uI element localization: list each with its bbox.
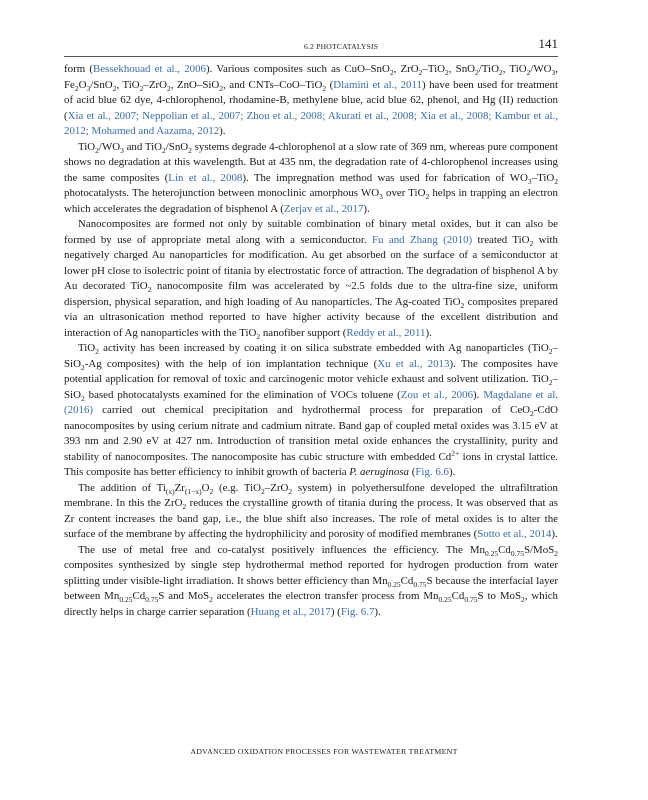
subscript: 2 <box>80 393 85 403</box>
subscript: 2 <box>475 68 479 78</box>
subscript: 2 <box>530 409 534 419</box>
citation-link[interactable]: Bessekhouad et al., 2006 <box>93 63 206 75</box>
subscript: 2 <box>112 83 117 93</box>
paragraph-4: TiO$_2$ activity has been increased by coating it on silica substrate embedded with Ag nanoparticles (TiO$_2$–SiO$_2$-Ag composites) with the help of ion implantation technique (Xu et al., 2013). The composites have potential application for removal of toxic and carcinogenic motor vehicle exhaust and solvent utilization. TiO$_2$–SiO$_2$ based photocatalysts examined for the elimination of VOCs toluene (Zou et al., 2006). Magdalane et al. (2016) carried out chemical precipitation and hydrothermal process for preparation of CeO$_2$-CdO nanocomposites by using cerium nitrate and cadmium nitrate. Band gap of coupled metal oxides was 3.15 eV at 393 nm and 2.90 eV at 427 nm. Introduction of transition metal oxide enhances the crystallinity, purity and stability of nanocomposites. The nanocomposite has cubic structure with embedded $Cd^{2+}$ ions in crystal lattice. This composite has better efficiency to inhibit growth of bacteria P. aeruginosa (Fig. 6.6). <box>64 342 559 478</box>
subscript: 3 <box>86 83 91 93</box>
citation-link[interactable]: Fig. 6.6 <box>415 466 449 478</box>
running-header <box>64 34 558 57</box>
subscript: 2 <box>95 145 99 155</box>
subscript: 0.25 <box>485 548 499 558</box>
section-title: 6.2 PHOTCATALYSIS <box>304 42 379 51</box>
subscript: (x) <box>165 486 175 496</box>
subscript: 2 <box>521 595 525 605</box>
citation-link[interactable]: Sotto et al., 2014 <box>477 528 552 540</box>
superscript: 2+ <box>451 447 460 457</box>
subscript: 2 <box>147 285 152 295</box>
subscript: 2 <box>162 145 166 155</box>
subscript: 3 <box>527 176 532 186</box>
subscript: 2 <box>139 83 144 93</box>
paragraph-1: form (Bessekhouad et al., 2006). Various composites such as CuO–SnO$_2$, ZrO$_2$–TiO$_2$, SnO$_2$/TiO$_2$, $TiO_2/WO_3$, $Fe_2O_3/SnO_2$, TiO$_2$–ZrO$_2$, ZnO–SiO$_2$, and CNTs–CoO–TiO$_2$ (Dlamini et al., 2011) have been used for treatment of acid blue 62 dye, 4-chlorophenol, rhodamine-B, methylene blue, acid blue 62, phenol, and Hg (II) reduction (Xia et al., 2007; Neppolian et al., 2007; Zhou et al., 2008; Akurati et al., 2008; Xia et al., 2008; Kambur et al., 2012; Mohamed and Aazama, 2012). <box>64 63 558 137</box>
citation-link[interactable]: Xia et al., 2007; Neppolian et al., 2007; Zhou et al., 2008; Akurati et al., 2008; Xia et al., 2008; Kambur et al., 2012; Mohamed and Aazama, 2012 <box>64 109 558 137</box>
body-text <box>64 62 558 620</box>
subscript: 2 <box>389 68 394 78</box>
citation-link[interactable]: Huang et al., 2017 <box>250 605 331 618</box>
subscript: 2 <box>188 145 192 155</box>
subscript: 0.25 <box>119 595 133 605</box>
citation-link[interactable]: Fu and Zhang (2010) <box>372 233 473 246</box>
page-number: 141 <box>538 36 558 51</box>
subscript: 2 <box>182 502 187 512</box>
subscript: 2 <box>554 176 558 186</box>
subscript: 2 <box>209 486 214 496</box>
subscript: 3 <box>120 145 124 155</box>
subscript: 0.75 <box>413 579 427 589</box>
subscript: 0.75 <box>510 548 524 558</box>
subscript: 2 <box>498 68 503 78</box>
subscript: 2 <box>418 68 423 78</box>
subscript: 3 <box>379 192 383 202</box>
citation-link[interactable]: Fig. 6.7 <box>340 605 375 618</box>
subscript: 0.75 <box>464 595 478 605</box>
subscript: 2 <box>460 300 465 310</box>
subscript: 2 <box>256 331 261 341</box>
citation-link[interactable]: Dlamini et al., 2011 <box>333 78 422 91</box>
subscript: 2 <box>288 486 293 496</box>
citation-link[interactable]: Reddy et al., 2011 <box>346 326 426 339</box>
subscript: 2 <box>74 83 79 93</box>
subscript: 2 <box>548 347 553 357</box>
subscript: (1−x) <box>184 486 202 496</box>
subscript: 3 <box>551 68 556 78</box>
subscript: 2 <box>554 548 558 558</box>
paragraph-3: Nanocomposites are formed not only by suitable combination of binary metal oxides, but it can also be formed by use of appropriate metal along with a semiconductor. Fu and Zhang (2010) treated TiO$_2$ with negatively charged Au nanoparticles for modification. Au get absorbed on the surface of a semiconductor at lower pH close to isolectric point of titania by electrostatic force of attraction. The degradation of bisphenol A by Au decorated TiO$_2$ nanocomposite film was accelerated by ~2.5 folds due to the ultra-fine size, uniform dispersion, physical separation, and high loading of Au nanoparticles. The Ag-coated TiO$_2$ composites prepared via an ultrasonication method reported to have higher activity because of the excellent distribution and interaction of Ag nanoparticles with the TiO$_2$ nanofiber support (Reddy et al., 2011). <box>64 218 559 341</box>
subscript: 2 <box>219 83 224 93</box>
citation-link[interactable]: Zou et al., 2006 <box>400 388 474 401</box>
subscript: 2 <box>322 83 327 93</box>
subscript: 2 <box>425 192 430 202</box>
subscript: 2 <box>529 238 534 248</box>
citation-link[interactable]: Lin et al., 2008 <box>168 171 243 184</box>
subscript: 2 <box>166 83 171 93</box>
citation-link[interactable]: Zerjav et al., 2017 <box>283 202 364 215</box>
subscript: 2 <box>209 595 213 605</box>
italic-text: P. aeruginosa <box>349 466 409 478</box>
subscript: 2 <box>95 347 99 357</box>
subscript: 0.75 <box>145 595 159 605</box>
paragraph-2: $TiO_2/WO_3$ and TiO$_2$/SnO$_2$ systems degrade 4-chlorophenol at a slow rate of 369 nm, whereas pure component shows no degradation at this wavelength. But at 435 nm, the degradation rate of 4-chlorophenol increases using the same composites (Lin et al., 2008). The impregnation method was used for fabrication of $WO_3-TiO_2$ photocatalysts. The heterojunction between monoclinic amorphous $WO_3$ over TiO$_2$ helps in trapping an electron which accelerates the degradation of bisphenol A (Zerjav et al., 2017). <box>64 140 558 215</box>
citation-link[interactable]: Magdalane et al. (2016) <box>64 388 558 416</box>
subscript: 2 <box>526 68 531 78</box>
subscript: 0.25 <box>438 595 452 605</box>
subscript: 2 <box>80 362 85 372</box>
subscript: 2 <box>548 378 553 388</box>
paragraph-6: The use of metal free and co-catalyst positively influences the efficiency. The $Mn_{0.25}Cd_{0.75}S/MoS_2$ composites synthesized by single step hydrothermal method reported for hydrogen production from water splitting under visible-light irradiation. It shows better efficiency than $Mn_{0.25}Cd_{0.75}S$ because the interfacial layer between $Mn_{0.25}Cd_{0.75}S$ and MoS$_2$ accelerates the electron transfer process from $Mn_{0.25}Cd_{0.75}S$ to MoS$_2$, which directly helps in charge carrier separation (Huang et al., 2017) (Fig. 6.7). <box>64 543 559 618</box>
paragraph-5: The addition of $Ti_{(x)}Zr_{(1-x)}O_2$ (e.g. TiO$_2$–ZrO$_2$ system) in polyethersulfone developed the ultrafiltration membrane. In this the ZrO$_2$ reduces the crystalline growth of titania during the process. It was observed that as Zr content increases the band gap, i.e., the blue shift also increases. The role of metal oxides is to alter the surface of the membrane by affecting the hydrophilicity and porosity of modified membranes (Sotto et al., 2014). <box>64 481 559 540</box>
subscript: 2 <box>444 68 449 78</box>
subscript: 2 <box>261 486 265 496</box>
citation-link[interactable]: Xu et al., 2013 <box>377 357 450 370</box>
subscript: 0.25 <box>387 579 401 589</box>
running-footer: ADVANCED OXIDATION PROCESSES FOR WASTEWATER TREATMENT <box>190 747 458 756</box>
